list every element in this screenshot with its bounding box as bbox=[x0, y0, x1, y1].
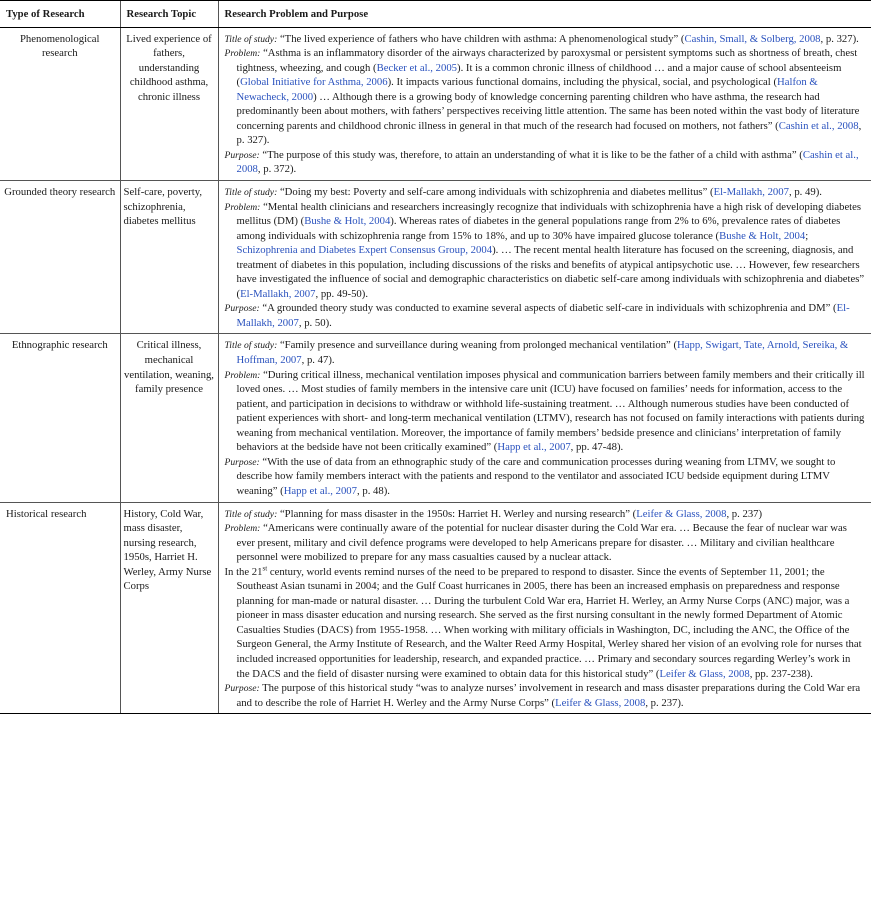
citation-link[interactable]: Cashin, Small, & Solberg, 2008 bbox=[684, 32, 821, 45]
title-text: “The lived experience of fathers who have children with asthma: A phenomenological study” ( bbox=[279, 32, 685, 45]
problem-text: “During critical illness, mechanical ventilation imposes physical and communication barriers between family members and their critically ill loved ones. … Most studies of family members in the intensive care unit (ICU) have focused on families’ needs for information, access to the patient, and participation in decisions to withdraw or withhold life-sustaining treatment. … Although numerous studies have been conducted of patient experiences with short- and long-term mechanical ventilation (LTMV), research has not focused on family interactions with patients during weaning from mechanical ventilation. Moreover, the importance of family members’ bedside presence and clinicians’ interpretation of family behaviors at the bedside have not been critically examined” ( bbox=[236, 368, 865, 454]
title-label: Title of study: bbox=[224, 340, 278, 352]
title-of-study bbox=[225, 338, 866, 367]
title-text: , p. 237) bbox=[726, 507, 763, 520]
header-row bbox=[0, 1, 871, 28]
problem-text: “Asthma is an inflammatory disorder of the airways characterized by paroxysmal or persistent symptoms such as shortness of breath, chest tightness, wheezing, and cough ( bbox=[236, 47, 858, 74]
citation-link[interactable]: Schizophrenia and Diabetes Expert Consensus Group, 2004 bbox=[236, 244, 493, 257]
header-topic: Research Topic bbox=[120, 1, 218, 28]
problem-text: , pp. 237-238). bbox=[749, 667, 813, 680]
citation-link[interactable]: Bushe & Holt, 2004 bbox=[304, 215, 391, 228]
problem-text: ). It is a common chronic illness of childhood … and a major cause of school absenteeism ( bbox=[236, 61, 842, 89]
problem-text: In the 21 bbox=[224, 565, 263, 578]
title-text: “Planning for mass disaster in the 1950s: Harriet H. Werley and nursing research” ( bbox=[279, 507, 637, 520]
citation-link[interactable]: Leifer & Glass, 2008 bbox=[555, 696, 646, 709]
purpose-label: Purpose: bbox=[224, 303, 260, 315]
purpose-statement bbox=[225, 148, 866, 177]
problem-text: ). It impacts various functional domains, including the physical, social, and psychological ( bbox=[387, 76, 778, 89]
problem-text: , pp. 49-50). bbox=[315, 287, 369, 300]
research-topic-cell: Self-care, poverty, schizophrenia, diabetes mellitus bbox=[120, 181, 218, 334]
citation-link[interactable]: Bushe & Holt, 2004 bbox=[719, 229, 806, 242]
title-text: , p. 47). bbox=[301, 354, 335, 367]
problem-text: ) … Although there is a growing body of knowledge concerning parenting children who have asthma, the research had predominantly been about mothers, with fathers’ perspectives receiving little attention. The same has been noted within the vast body of literature concerning parents and childhood chronic illness in general in that much of the research had focused on mothers, not fathers” ( bbox=[236, 90, 860, 132]
problem-text: “Americans were continually aware of the potential for nuclear disaster during the Cold War era. … Because the fear of nuclear war was ever present, military and civil defence programs were developed to help Americans prepare for disaster. … Military and civilian healthcare personnel were mobilized to prepare for any mass casualties caused by a nuclear attack. bbox=[236, 522, 847, 564]
citation-link[interactable]: El-Mallakh, 2007 bbox=[236, 302, 850, 329]
title-text: “Family presence and surveillance during weaning from prolonged mechanical ventilation” ( bbox=[279, 339, 678, 352]
problem-text: , pp. 47-48). bbox=[570, 441, 624, 454]
problem-label: Problem: bbox=[224, 201, 261, 213]
problem-label: Problem: bbox=[224, 48, 261, 60]
citation-link[interactable]: Leifer & Glass, 2008 bbox=[659, 667, 750, 680]
problem-purpose-cell bbox=[218, 502, 871, 714]
superscript: st bbox=[262, 564, 268, 573]
purpose-text: “With the use of data from an ethnographic study of the care and communication processes during weaning from LTMV, we sought to describe how family members interact with the patients and respond to the ventilator and associated ICU bedside equipment during LTMV weaning” ( bbox=[236, 455, 836, 497]
problem-text: ; bbox=[805, 229, 809, 242]
problem-statement bbox=[225, 521, 866, 565]
title-of-study bbox=[225, 507, 866, 522]
problem-label: Problem: bbox=[224, 369, 261, 381]
title-text: , p. 327). bbox=[820, 32, 859, 45]
problem-label: Problem: bbox=[224, 523, 261, 535]
citation-link[interactable]: El-Mallakh, 2007 bbox=[713, 186, 789, 199]
table-row bbox=[0, 502, 871, 714]
purpose-text: “A grounded theory study was conducted to examine several aspects of diabetic self-care in individuals with schizophrenia and DM” ( bbox=[262, 302, 837, 315]
table-row bbox=[0, 334, 871, 502]
research-type-cell: Historical research bbox=[0, 502, 120, 714]
research-type-cell: Ethnographic research bbox=[0, 334, 120, 502]
citation-link[interactable]: Global Initiative for Asthma, 2006 bbox=[240, 76, 388, 89]
citation-link[interactable]: Cashin et al., 2008 bbox=[778, 119, 859, 132]
table-row bbox=[0, 181, 871, 334]
problem-text: , p. 327). bbox=[236, 119, 862, 147]
problem-statement bbox=[225, 368, 866, 455]
header-problem-purpose: Research Problem and Purpose bbox=[218, 1, 871, 28]
problem-statement bbox=[225, 200, 866, 302]
research-topic-cell: Lived experience of fathers, understanding childhood asthma, chronic illness bbox=[120, 27, 218, 180]
purpose-text: , p. 48). bbox=[357, 484, 390, 497]
purpose-statement bbox=[225, 455, 866, 499]
purpose-statement bbox=[225, 681, 866, 710]
purpose-text: , p. 237). bbox=[645, 696, 684, 709]
purpose-label: Purpose: bbox=[224, 683, 260, 695]
purpose-text: “The purpose of this study was, therefore, to attain an understanding of what it is like to be the father of a child with asthma” ( bbox=[262, 148, 803, 161]
problem-purpose-cell bbox=[218, 27, 871, 180]
citation-link[interactable]: Cashin et al., 2008 bbox=[236, 148, 859, 176]
title-text: “Doing my best: Poverty and self-care among individuals with schizophrenia and diabetes mellitus” ( bbox=[279, 186, 714, 199]
title-text: , p. 49). bbox=[788, 186, 822, 199]
citation-link[interactable]: Leifer & Glass, 2008 bbox=[636, 507, 727, 520]
research-type-cell: Grounded theory research bbox=[0, 181, 120, 334]
problem-text: ). … The recent mental health literature has focused on the screening, diagnosis, and treatment of diabetes in this population, including discussions of the risks and benefits of atypical antipsychotic use. … However, few researchers have investigated the influence of social and demographic characteristics on diabetic self-care among individuals with schizophrenia and diabetes” ( bbox=[236, 244, 865, 300]
title-of-study bbox=[225, 185, 866, 200]
title-of-study bbox=[225, 32, 866, 47]
research-topic-cell: History, Cold War, mass disaster, nursing research, 1950s, Harriet H. Werley, Army Nurse Corps bbox=[120, 502, 218, 714]
purpose-label: Purpose: bbox=[224, 456, 260, 468]
title-label: Title of study: bbox=[224, 33, 278, 45]
title-label: Title of study: bbox=[224, 187, 278, 199]
problem-purpose-cell bbox=[218, 334, 871, 502]
problem-continued bbox=[225, 565, 866, 681]
citation-link[interactable]: Becker et al., 2005 bbox=[376, 61, 458, 74]
research-topic-cell: Critical illness, mechanical ventilation, weaning, family presence bbox=[120, 334, 218, 502]
problem-text: “Mental health clinicians and researchers increasingly recognize that individuals with schizophrenia have a high risk of developing diabetes mellitus (DM) ( bbox=[236, 200, 862, 228]
purpose-label: Purpose: bbox=[224, 149, 260, 161]
research-type-cell: Phenomenological research bbox=[0, 27, 120, 180]
problem-text: century, world events remind nurses of the need to be prepared to respond to disaster. Since the events of September 11, 2001; the Southeast Asian tsunami in 2004; and the Gulf Coast hurricanes in 2005, there has been an increased emphasis on preparedness and response planning for man-made or natural disaster. … During the turbulent Cold War era, Harriet H. Werley, an Army Nurse Corps (ANC) major, was a pioneer in mass disaster education and nursing research. She served as the first nursing consultant in the newly formed Department of Atomic Casualties Studies (DACS) from 1955-1958. … When working with military officials in Washington, DC, including the ANC, the Office of the Surgeon General, the Army Institute of Research, and the Walter Reed Army Hospital, Werley shared her vision of an evolving role for nurses that included increased opportunities for leadership, research, and expanded practice. … Primary and secondary sources regarding Werley’s work in the DACS and the field of disaster nursing were examined to obtain data for this historical study” ( bbox=[236, 565, 862, 680]
problem-text: ). Whereas rates of diabetes in the general populations range from 2% to 6%, prevalence rates of diabetes among individuals with schizophrenia range from 15% to 18%, and up to 30% have impaired glucose tolerance ( bbox=[236, 215, 841, 242]
problem-statement bbox=[225, 46, 866, 148]
table-row bbox=[0, 27, 871, 180]
purpose-text: The purpose of this historical study “was to analyze nurses’ involvement in research and mass disaster preparations during the Cold War era and to describe the role of Harriet H. Werley and the Army Nurse Corps” ( bbox=[236, 682, 861, 709]
purpose-statement bbox=[225, 301, 866, 330]
citation-link[interactable]: Happ et al., 2007 bbox=[283, 484, 357, 497]
header-type: Type of Research bbox=[0, 1, 120, 28]
citation-link[interactable]: Halfon & Newacheck, 2000 bbox=[236, 76, 818, 103]
citation-link[interactable]: El-Mallakh, 2007 bbox=[240, 287, 316, 300]
problem-purpose-cell bbox=[218, 181, 871, 334]
purpose-text: , p. 372). bbox=[257, 163, 297, 176]
citation-link[interactable]: Happ et al., 2007 bbox=[497, 441, 571, 454]
title-label: Title of study: bbox=[224, 508, 278, 520]
citation-link[interactable]: Happ, Swigart, Tate, Arnold, Sereika, & Hoffman, 2007 bbox=[236, 339, 849, 367]
purpose-text: , p. 50). bbox=[298, 316, 332, 329]
